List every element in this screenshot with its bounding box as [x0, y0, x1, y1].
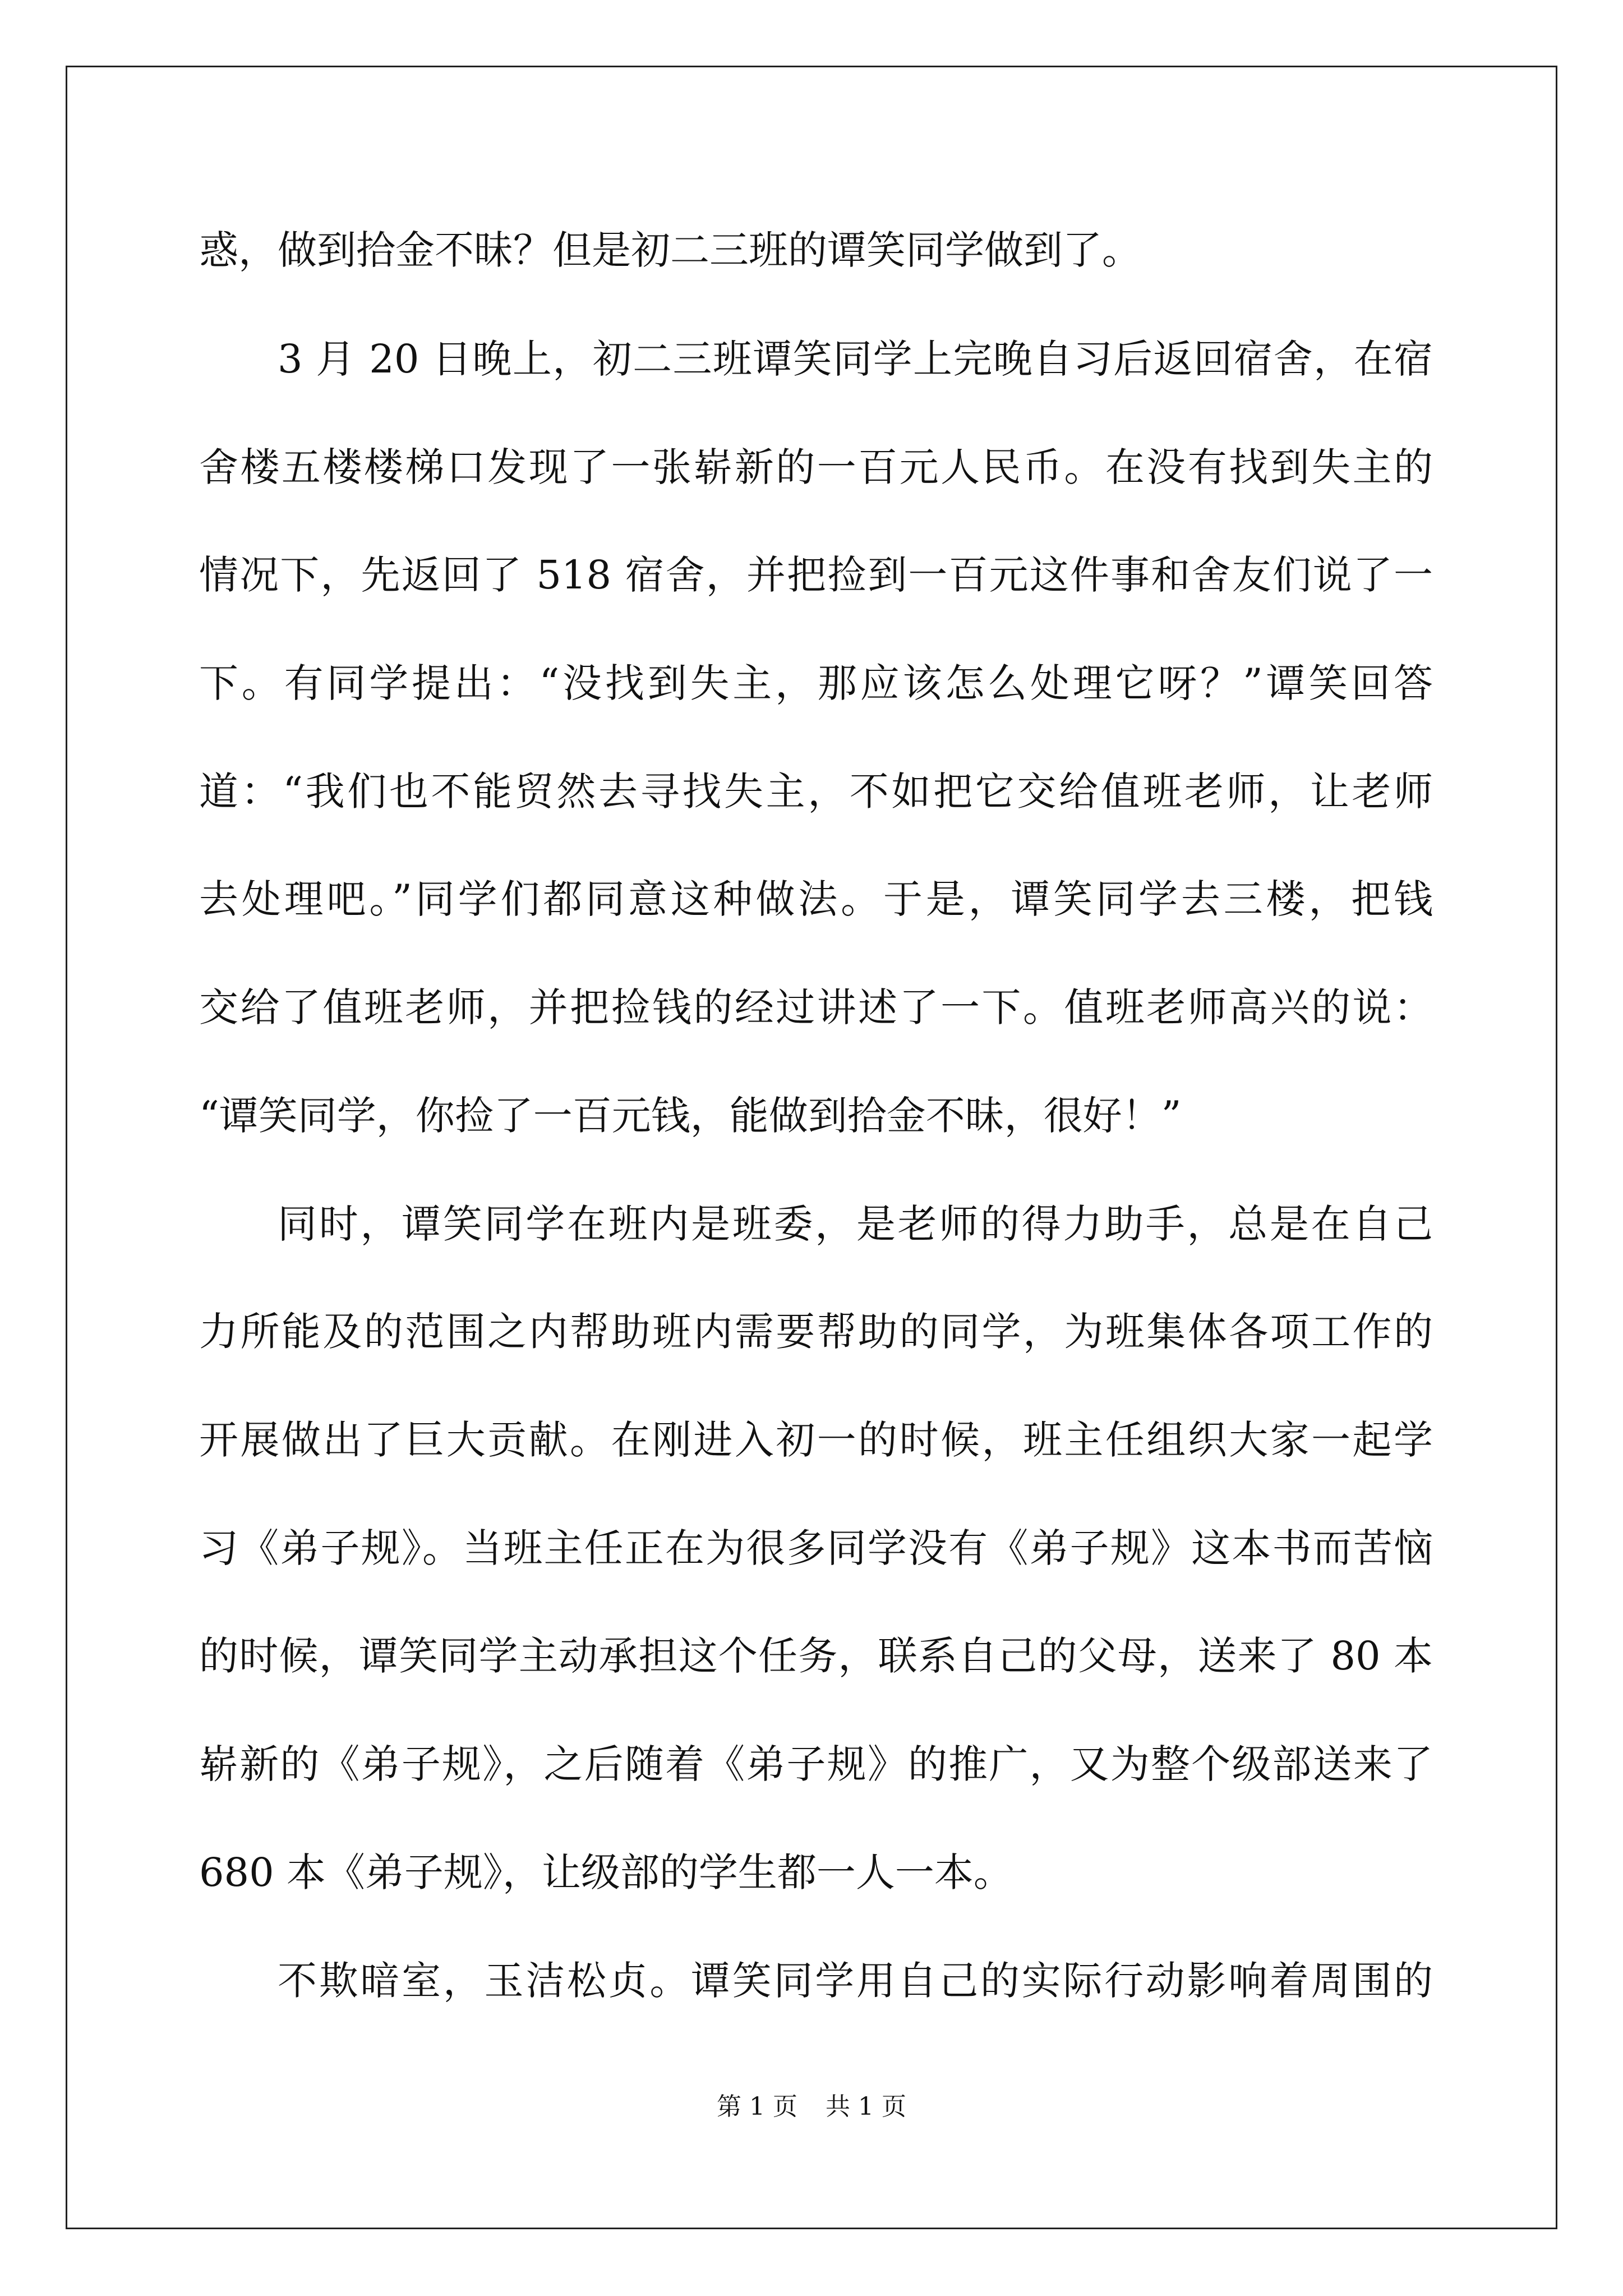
text-line: 舍楼五楼楼梯口发现了一张崭新的一百元人民币。在没有找到失主的: [199, 444, 1433, 490]
text-line: 道：“我们也不能贸然去寻找失主，不如把它交给值班老师，让老师: [199, 769, 1433, 815]
text-line: 习《弟子规》。当班主任正在为很多同学没有《弟子规》这本书而苦恼: [199, 1525, 1433, 1571]
text-line: 680 本《弟子规》，让级部的学生都一人一本。: [199, 1849, 1013, 1895]
page-footer: [0, 2090, 1623, 2124]
page-number: 第 1 页: [717, 2092, 797, 2121]
text-line: 的时候，谭笑同学主动承担这个任务，联系自己的父母，送来了 80 本: [199, 1633, 1433, 1679]
paragraph-first-line: 不欺暗室，玉洁松贞。谭笑同学用自己的实际行动影响着周围的: [278, 1958, 1433, 2004]
text-line: 去处理吧。”同学们都同意这种做法。于是，谭笑同学去三楼，把钱: [199, 876, 1433, 922]
paragraph-first-line: 3 月 20 日晚上，初二三班谭笑同学上完晚自习后返回宿舍，在宿: [278, 336, 1433, 382]
text-line: 开展做出了巨大贡献。在刚进入初一的时候，班主任组织大家一起学: [199, 1417, 1433, 1463]
text-line: 惑，做到拾金不昧？但是初二三班的谭笑同学做到了。: [199, 227, 1141, 273]
paragraph-first-line: 同时，谭笑同学在班内是班委，是老师的得力助手，总是在自己: [278, 1201, 1433, 1247]
text-line: 下。有同学提出：“没找到失主，那应该怎么处理它呀？”谭笑回答: [199, 660, 1433, 706]
text-line: 交给了值班老师，并把捡钱的经过讲述了一下。值班老师高兴的说：: [199, 984, 1433, 1030]
text-line: “谭笑同学，你捡了一百元钱，能做到拾金不昧，很好！”: [199, 1093, 1182, 1139]
text-line: 崭新的《弟子规》，之后随着《弟子规》的推广，又为整个级部送来了: [199, 1741, 1433, 1787]
page-total: 共 1 页: [826, 2092, 906, 2121]
text-line: 情况下，先返回了 518 宿舍，并把捡到一百元这件事和舍友们说了一: [199, 552, 1433, 598]
text-line: 力所能及的范围之内帮助班内需要帮助的同学，为班集体各项工作的: [199, 1309, 1433, 1355]
